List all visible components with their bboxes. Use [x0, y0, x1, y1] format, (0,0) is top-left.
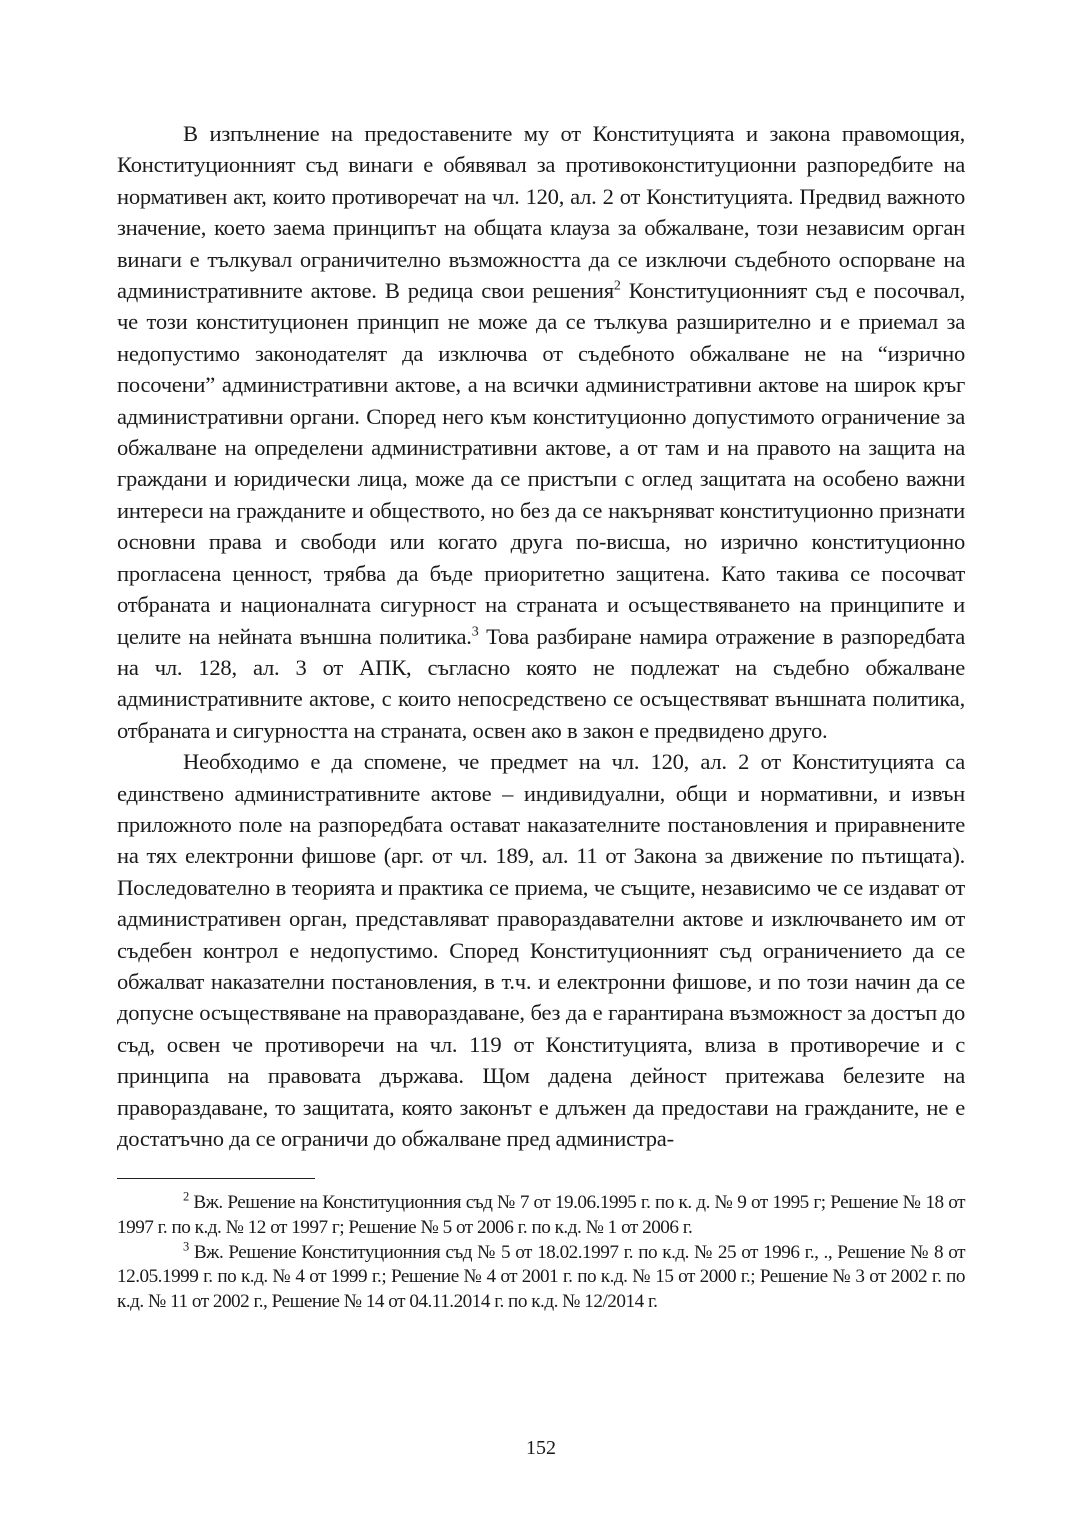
- paragraph-1: [117, 118, 965, 746]
- footnotes: [117, 1191, 965, 1314]
- main-text: [117, 118, 965, 1154]
- page-number: 152: [526, 1437, 556, 1459]
- footnote-3-marker: 3: [183, 1239, 189, 1254]
- footnote-3-text: Вж. Решение Конституционния съд № 5 от 18.02.1997 г. по к.д. № 25 от 1996 г., ., Решение № 8 от 12.05.1999 г. по к.д. № 4 от 1999 г.; Решение № 4 от 2001 г. по к.д. № 15 от 2000 г.; Решение № 3 от 2002 г. по к.д. № 11 от 2002 г., Решение № 14 от 04.11.2014 г. по к.д. № 12/2014 г.: [117, 1241, 965, 1312]
- paragraph-1-part-c: Това разбиране намира отражение в разпоредбата на чл. 128, ал. 3 от АПК, съгласно която не подлежат на съдебно обжалване административните актове, с които непосредствено се осъществяват външната политика, отбраната и сигурността на страната, освен ако в закон е предвидено друго.: [117, 623, 965, 743]
- paragraph-1-part-a: В изпълнение на предоставените му от Конституцията и закона правомощия, Конституционният съд винаги е обявявал за противоконституционни разпоредбите на нормативен акт, които противоречат на чл. 120, ал. 2 от Конституцията. Предвид важното значение, което заема принципът на общата клауза за обжалване, този независим орган винаги е тълкувал ограничително възможността да се изключи съдебното оспорване на административните актове. В редица свои решения: [117, 121, 965, 304]
- footnote-2-marker: 2: [183, 1190, 189, 1205]
- footnote-ref-2: 2: [613, 278, 621, 294]
- document-page: [117, 118, 965, 1518]
- footnote-2: [117, 1191, 965, 1240]
- footnote-ref-3: 3: [471, 623, 479, 639]
- paragraph-2: Необходимо е да спомене, че предмет на чл. 120, ал. 2 от Конституцията са единствено административните актове – индивидуални, общи и нормативни, и извън приложното поле на разпоредбата остават наказателните постановления и приравнените на тях електронни фишове (арг. от чл. 189, ал. 11 от Закона за движение по пътищата). Последователно в теорията и практика се приема, че същите, независимо че се издават от административен орган, представляват правораздавателни актове и изключването им от съдебен контрол е недопустимо. Според Конституционният съд ограничението да се обжалват наказателни постановления, в т.ч. и електронни фишове, и по този начин да се допусне осъществяване на правораздаване, без да е гарантирана възможност за достъп до съд, освен че противоречи на чл. 119 от Конституцията, влиза в противоречие и с принципа на правовата държава. Щом дадена дейност притежава белезите на правораздаване, то защитата, която законът е длъжен да предостави на гражданите, не е достатъчно да се ограничи до обжалване пред администра-: [117, 749, 965, 1151]
- footnote-3: [117, 1241, 965, 1315]
- footnote-separator: [117, 1178, 315, 1179]
- footnote-2-text: Вж. Решение на Конституционния съд № 7 от 19.06.1995 г. по к. д. № 9 от 1995 г; Решение № 18 от 1997 г. по к.д. № 12 от 1997 г; Решение № 5 от 2006 г. по к.д. № 1 от 2006 г.: [117, 1192, 965, 1238]
- paragraph-1-part-b: Конституционният съд е посочвал, че този конституционен принцип не може да се тълкува разширително и е приемал за недопустимо законодателят да изключва от съдебното обжалване не на “изрично посочени” административни актове, а на всички административни актове на широк кръг административни органи. Според него към конституционно допустимото ограничение за обжалване на определени административни актове, а от там и на правото на защита на граждани и юридически лица, може да се пристъпи с оглед защитата на особено важни интереси на гражданите и обществото, но без да се накърняват конституционно признати основни права и свободи или когато друга по-висша, но изрично конституционно прогласена ценност, трябва да бъде приоритетно защитена. Като такива се посочват отбраната и националната сигурност на страната и осъществяването на принципите и целите на нейната външна политика.: [117, 278, 965, 649]
